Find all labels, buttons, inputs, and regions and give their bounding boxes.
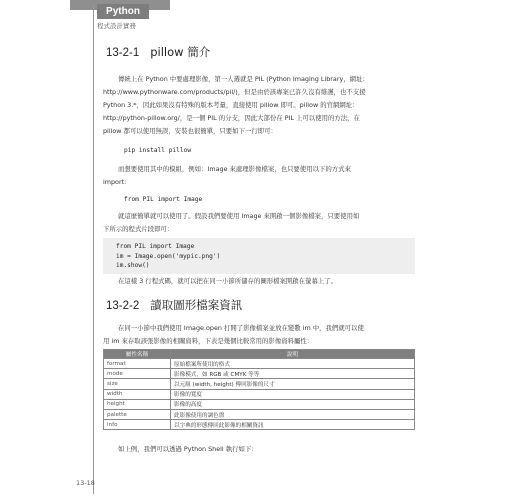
- paragraph-intro: [103, 73, 415, 138]
- section-number: 13-2-2: [106, 300, 140, 312]
- section-number: 13-2-1: [106, 47, 140, 59]
- paragraph-attributes: [103, 322, 415, 348]
- margin-rule: [93, 6, 94, 494]
- attr-desc: 影像模式，如 RGB 或 CMYK 等等: [171, 369, 415, 379]
- section-title: 讀取圖形檔案資訊: [150, 298, 243, 312]
- code-line: from PIL import Image: [116, 243, 195, 250]
- text-line: 就這麼簡單就可以使用了。假設我們要使用 Image 來開啟一個影像檔案，只要使用如: [118, 212, 360, 220]
- paragraph-import: [103, 163, 415, 189]
- code-pip-install: pip install pillow: [124, 147, 192, 154]
- attr-name: mode: [104, 369, 171, 379]
- table-row: [104, 389, 415, 399]
- table-row: [104, 409, 415, 419]
- attr-name: width: [104, 389, 171, 399]
- text-line: http://python-pillow.org/，是一個 PIL 的分支，因此大部份在 PIL 上可以使用的方法，在: [103, 114, 360, 122]
- text-line: 在這樣 3 行程式碼，就可以把在同一小節所儲存的圖形檔案開啟在螢幕上了。: [118, 277, 338, 285]
- attr-name: format: [104, 359, 171, 369]
- attr-desc: 原始檔案所使用的格式: [171, 359, 415, 369]
- column-header: 屬性名稱: [104, 350, 171, 359]
- text-line: 下所示的程式片段即可：: [103, 225, 174, 233]
- text-line: 用 im 來存取該張影像的相關資料，下表是幾個比較常用的影像資料屬性：: [103, 337, 314, 345]
- attr-desc: 影像的高度: [171, 399, 415, 409]
- code-block: [103, 238, 415, 274]
- text-line: http://www.pythonware.com/products/pil/)，但是由於該專案已許久沒有維護，也不支援: [103, 88, 366, 96]
- text-line: 如上例，我們可以透過 Python Shell 執行如下：: [118, 445, 258, 453]
- attr-desc: 以字典的形態傳回此影像的相關資訊: [171, 420, 415, 430]
- section-heading-13-2-1: [106, 44, 210, 60]
- text-line: 傳統上在 Python 中要處理影像，第一人選就是 PIL (Python Imaging Library，網址：: [118, 75, 369, 83]
- attr-name: size: [104, 379, 171, 389]
- table-row: [104, 369, 415, 379]
- section-heading-13-2-2: [106, 297, 242, 313]
- table-row: [104, 379, 415, 389]
- code-lines: [116, 242, 220, 271]
- book-tab: Python: [97, 4, 149, 19]
- text-line: pillow 都可以使用無誤，安裝也很簡單，只要如下一行即可：: [103, 127, 277, 135]
- book-subtitle: 程式設計實務: [97, 22, 136, 30]
- paragraph-result: [103, 275, 415, 288]
- table-row: [104, 399, 415, 409]
- column-header: 說明: [171, 350, 415, 359]
- attr-name: height: [104, 399, 171, 409]
- attr-desc: 影像的寬度: [171, 389, 415, 399]
- page-number: 13-18: [76, 479, 95, 487]
- attr-desc: 以元組 (width, height) 傳回影像的尺寸: [171, 379, 415, 389]
- attr-name: info: [104, 420, 171, 430]
- text-line: 在同一小節中我們使用 Image.open 打開了影像檔案並放在變數 im 中，我們就可以使: [118, 324, 364, 332]
- code-line: im.show(): [116, 262, 150, 270]
- text-line: 而想要使用其中的模組，例如：Image 來處理影像檔案，也只要使用以下的方式來: [118, 165, 351, 173]
- section-title: pillow 簡介: [150, 45, 211, 59]
- attribute-table: [103, 349, 415, 430]
- text-line: Python 3.*，因此如果沒有特殊的版本考量，直接使用 pillow 即可。pillow 的官網網址：: [103, 101, 359, 109]
- table-row: [104, 420, 415, 430]
- code-line: im = Image.open('mypic.png'): [116, 252, 221, 260]
- table-header-row: [104, 350, 415, 359]
- code-import: from PIL import Image: [124, 196, 203, 203]
- attr-desc: 此影像使用的調色盤: [171, 409, 415, 419]
- table-row: [104, 359, 415, 369]
- attr-name: palette: [104, 409, 171, 419]
- text-line: import：: [103, 178, 131, 186]
- paragraph-shell: [103, 443, 415, 456]
- paragraph-usage: [103, 210, 415, 236]
